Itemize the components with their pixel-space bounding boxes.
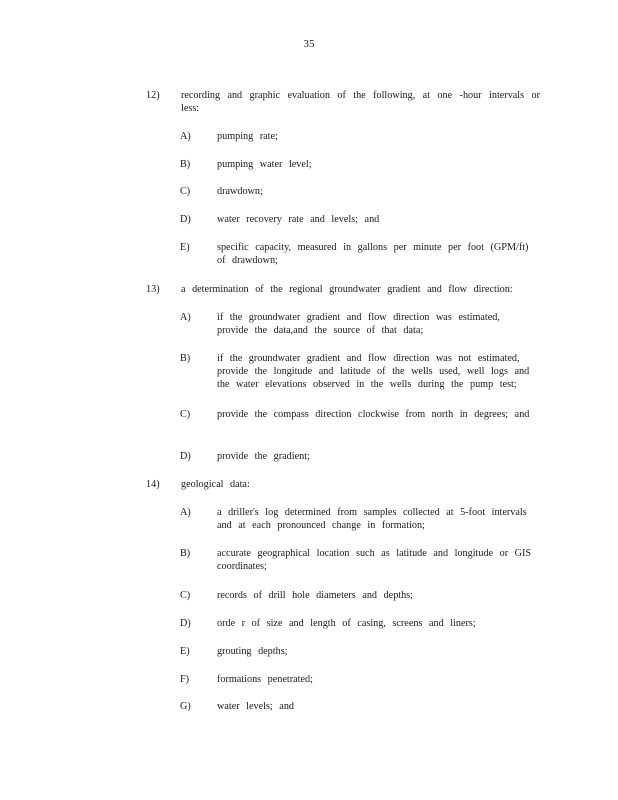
sub-item-text: formations penetrated; bbox=[217, 674, 313, 685]
item-text: recording and graphic evaluation of the following, at one -hour intervals or less: bbox=[181, 90, 540, 114]
item-text: a determination of the regional groundwater gradient and flow direction: bbox=[181, 284, 513, 295]
sub-item-text: drawdown; bbox=[217, 186, 263, 197]
sub-item-letter: E) bbox=[180, 242, 190, 253]
page-number: 35 bbox=[303, 38, 315, 50]
sub-item-text: orde r of size and length of casing, screens and liners; bbox=[217, 618, 476, 629]
sub-item-text: pumping rate; bbox=[217, 131, 278, 142]
sub-item-text: grouting depths; bbox=[217, 646, 288, 657]
sub-item-letter: D) bbox=[180, 214, 191, 225]
sub-item-letter: B) bbox=[180, 159, 191, 170]
sub-item-text: provide the compass direction clockwise from north in degrees; and bbox=[217, 409, 530, 420]
sub-item-text: a driller's log determined from samples collected at 5-foot intervals and at each pronounced change in formation; bbox=[217, 507, 527, 531]
sub-item-text: water recovery rate and levels; and bbox=[217, 214, 380, 225]
item-number: 14) bbox=[146, 479, 160, 490]
item-text: geological data: bbox=[181, 479, 250, 490]
sub-item-text: specific capacity, measured in gallons per minute per foot (GPM/ft) of drawdown; bbox=[217, 242, 529, 266]
sub-item-text: provide the gradient; bbox=[217, 451, 310, 462]
sub-item-text: pumping water level; bbox=[217, 159, 312, 170]
sub-item-letter: G) bbox=[180, 701, 191, 712]
sub-item-letter: E) bbox=[180, 646, 190, 657]
sub-item-letter: B) bbox=[180, 548, 191, 559]
sub-item-letter: C) bbox=[180, 409, 191, 420]
sub-item-letter: A) bbox=[180, 507, 191, 518]
sub-item-letter: A) bbox=[180, 312, 191, 323]
item-number: 13) bbox=[146, 284, 160, 295]
sub-item-text: records of drill hole diameters and depths; bbox=[217, 590, 414, 601]
sub-item-letter: D) bbox=[180, 451, 191, 462]
sub-item-text: if the groundwater gradient and flow direction was estimated, provide the data,and the source of that data; bbox=[217, 312, 500, 336]
sub-item-letter: D) bbox=[180, 618, 191, 629]
sub-item-letter: A) bbox=[180, 131, 191, 142]
sub-item-letter: F) bbox=[180, 674, 190, 685]
sub-item-letter: B) bbox=[180, 353, 191, 364]
sub-item-text: if the groundwater gradient and flow direction was not estimated, provide the longitude and latitude of the wells used, well logs and the water elevations observed in the wells during the pump test; bbox=[217, 353, 530, 390]
sub-item-letter: C) bbox=[180, 590, 191, 601]
item-number: 12) bbox=[146, 90, 160, 101]
sub-item-text: water levels; and bbox=[217, 701, 295, 712]
sub-item-letter: C) bbox=[180, 186, 191, 197]
sub-item-text: accurate geographical location such as latitude and longitude or GIS coordinates; bbox=[217, 548, 532, 572]
